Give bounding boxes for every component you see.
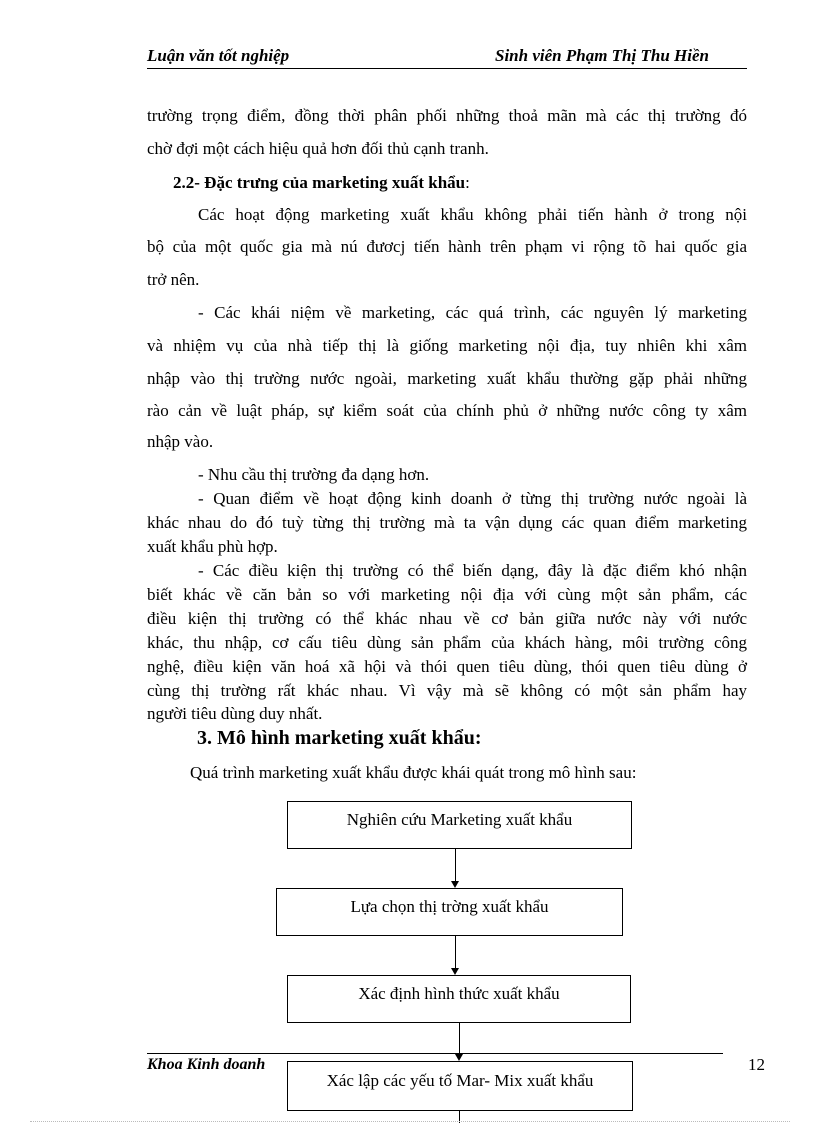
footer-left: Khoa Kinh doanh bbox=[147, 1056, 266, 1073]
text-line: điều kiện thị trường có thể khác nhau về cơ bản giữa nước này với nước bbox=[147, 609, 747, 628]
text-line: - Nhu cầu thị trường đa dạng hơn. bbox=[198, 465, 430, 484]
section-heading-2-2: 2.2- Đặc trưng của marketing xuất khẩu: bbox=[173, 173, 470, 192]
text-line: cùng thị trường rất khác nhau. Vì vậy mà sẽ không có một sản phẩm hay bbox=[147, 681, 747, 700]
page-bottom-divider bbox=[30, 1121, 790, 1122]
text-line: - Các điều kiện thị trường có thể biến dạng, đây là đặc điểm khó nhận bbox=[198, 561, 747, 580]
flowchart-step-export-form: Xác định hình thức xuất khẩu bbox=[287, 975, 631, 1023]
section-heading-3: 3. Mô hình marketing xuất khẩu: bbox=[197, 727, 482, 749]
flowchart-step-market-selection: Lựa chọn thị trờng xuất khẩu bbox=[276, 888, 623, 936]
text-line: - Các khái niệm về marketing, các quá trình, các nguyên lý marketing bbox=[198, 303, 747, 322]
text-line: khác nhau do đó tuỳ từng thị trường mà ta vận dụng các quan điểm marketing bbox=[147, 513, 747, 532]
text-line: trường trọng điểm, đồng thời phân phối những thoả mãn mà các thị trường đó bbox=[147, 106, 747, 125]
text-line: rào cản về luật pháp, sự kiểm soát của chính phủ ở những nước công ty xâm bbox=[147, 401, 747, 420]
footer-divider bbox=[147, 1053, 723, 1054]
flowchart-intro: Quá trình marketing xuất khẩu được khái quát trong mô hình sau: bbox=[190, 763, 637, 782]
text-line: xuất khẩu phù hợp. bbox=[147, 537, 278, 556]
text-line: nghệ, điều kiện văn hoá xã hội và thói quen tiêu dùng, thói quen tiêu dùng ở bbox=[147, 657, 747, 676]
flowchart-step-marketing-mix: Xác lập các yếu tố Mar- Mix xuất khẩu bbox=[287, 1061, 633, 1111]
text-line: khác, thu nhập, cơ cấu tiêu dùng sản phẩm của khách hàng, môi trường công bbox=[147, 633, 747, 652]
flowchart-step-research: Nghiên cứu Marketing xuất khẩu bbox=[287, 801, 632, 849]
flowchart-connector bbox=[459, 1023, 460, 1055]
arrow-down-icon bbox=[451, 881, 459, 888]
text-line: người tiêu dùng duy nhất. bbox=[147, 704, 323, 723]
text-line: bộ của một quốc gia mà nú đươcj tiến hành trên phạm vi rộng tõ hai quốc gia bbox=[147, 237, 747, 256]
flowchart-connector bbox=[455, 936, 456, 968]
header-left: Luận văn tốt nghiệp bbox=[147, 46, 290, 65]
text-line: và nhiệm vụ của nhà tiếp thị là giống marketing nội địa, tuy nhiên khi xâm bbox=[147, 336, 747, 355]
page-number: 12 bbox=[748, 1055, 765, 1074]
text-line: chờ đợi một cách hiệu quả hơn đối thủ cạnh tranh. bbox=[147, 139, 489, 158]
arrow-down-icon bbox=[455, 1054, 463, 1061]
header-right: Sinh viên Phạm Thị Thu Hiền bbox=[495, 46, 709, 65]
text-line: trở nên. bbox=[147, 270, 200, 289]
text-line: Các hoạt động marketing xuất khẩu không phải tiến hành ở trong nội bbox=[198, 205, 747, 224]
flowchart-connector bbox=[455, 849, 456, 881]
text-line: - Quan điểm về hoạt động kinh doanh ở từng thị trường nước ngoài là bbox=[198, 489, 747, 508]
arrow-down-icon bbox=[451, 968, 459, 975]
header-divider bbox=[147, 68, 747, 69]
text-line: nhập vào thị trường nước ngoài, marketing xuất khẩu thường gặp phải những bbox=[147, 369, 747, 388]
text-line: biết khác về căn bản so với marketing nội địa với cùng một sản phẩm, các bbox=[147, 585, 747, 604]
text-line: nhập vào. bbox=[147, 432, 214, 451]
